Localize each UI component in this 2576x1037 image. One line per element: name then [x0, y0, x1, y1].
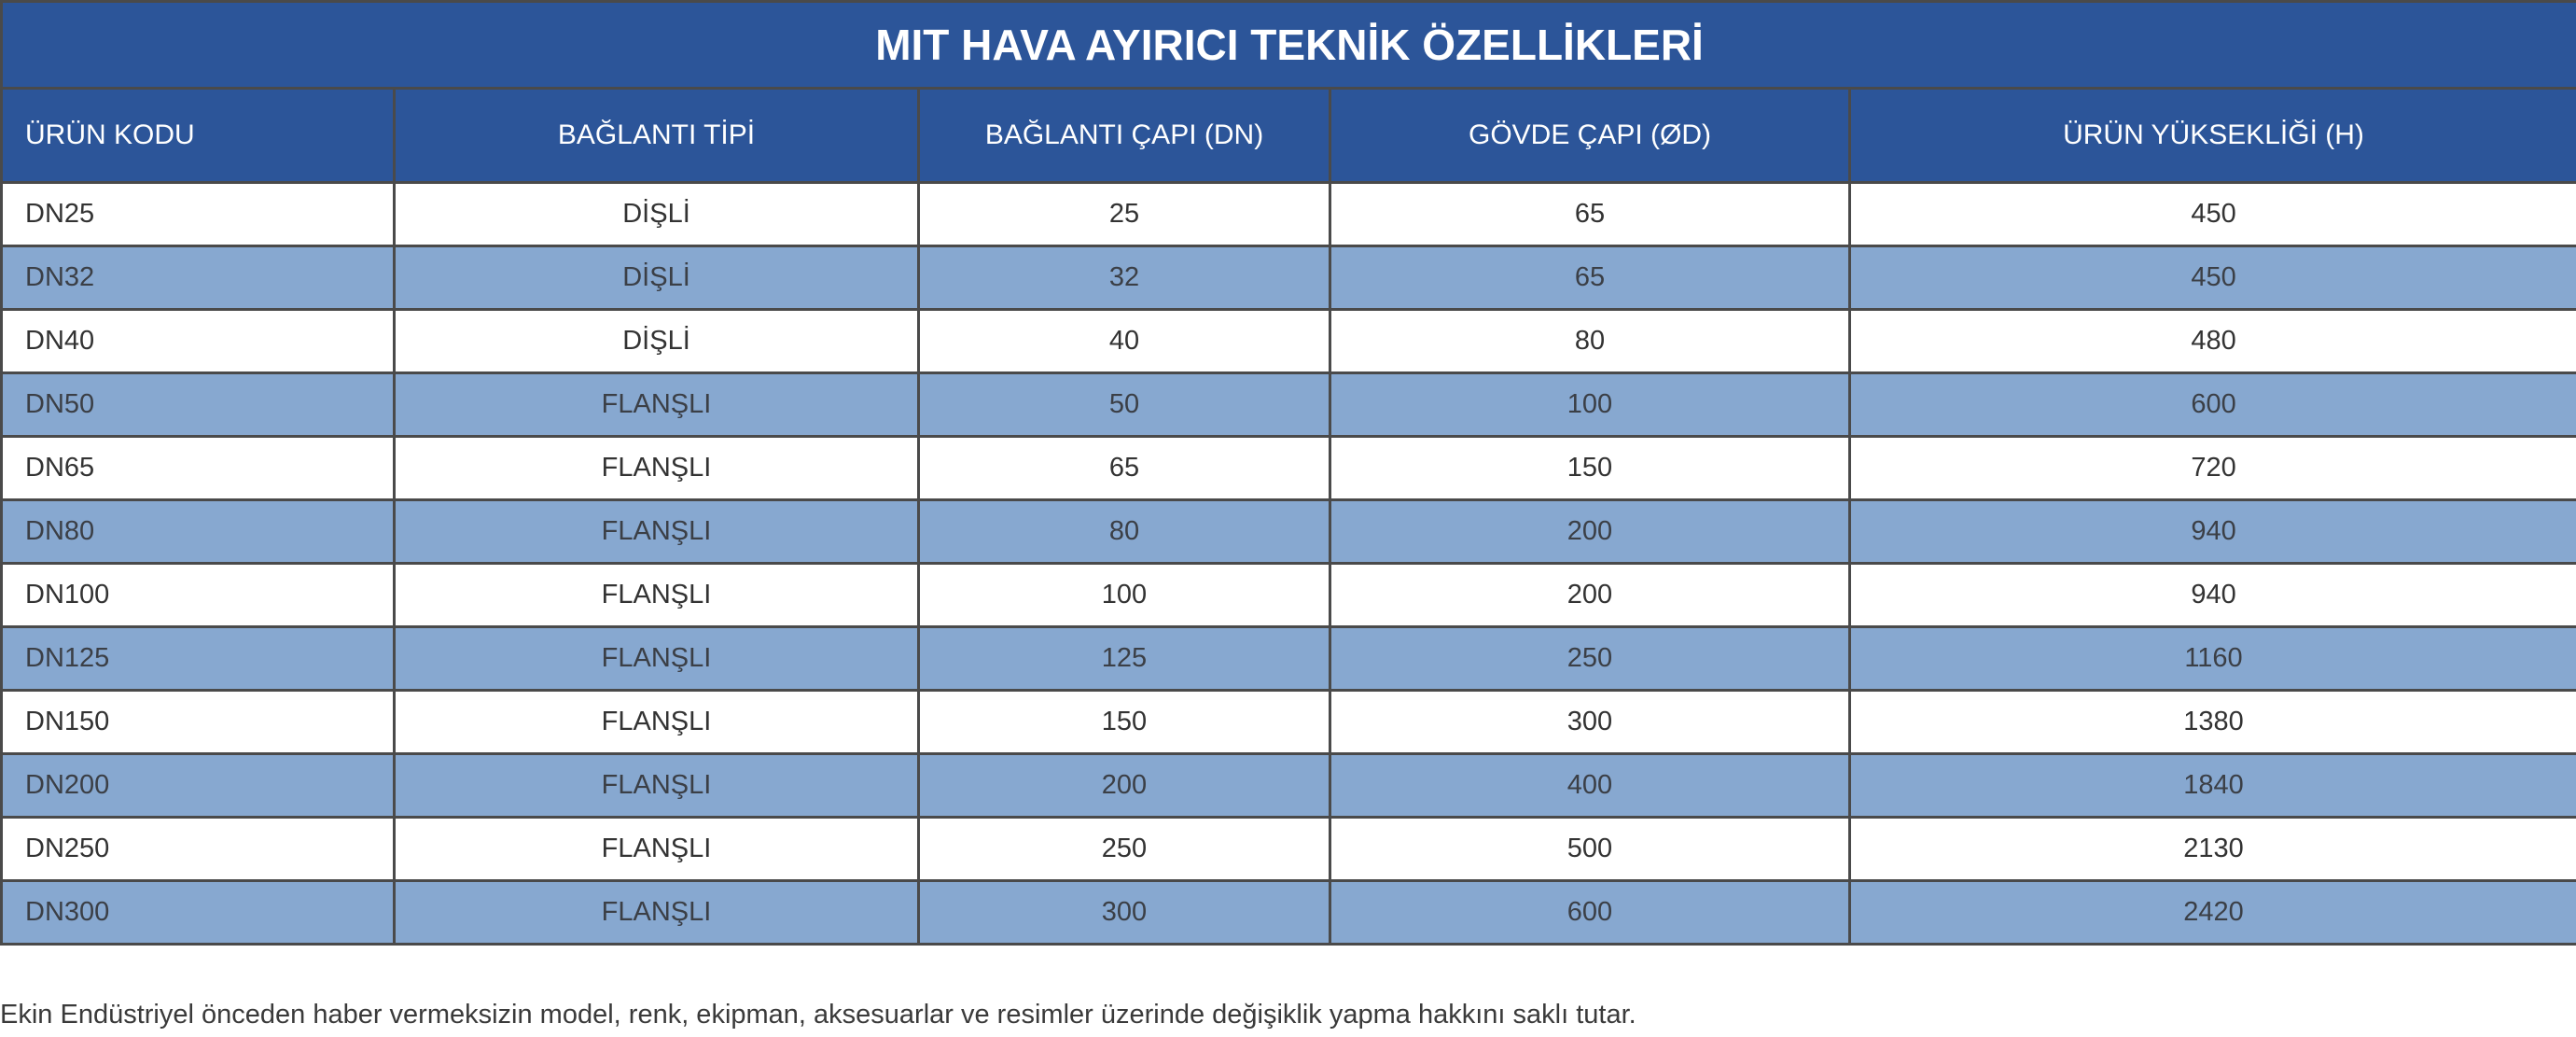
height-cell: 450 [1850, 183, 2576, 246]
product-code-cell: DN125 [2, 627, 395, 691]
connection-type-cell: FLANŞLI [395, 818, 919, 881]
connection-type-cell: FLANŞLI [395, 691, 919, 754]
table-row [2, 881, 2576, 945]
connection-diameter-cell: 250 [919, 818, 1330, 881]
height-cell: 1840 [1850, 754, 2576, 818]
connection-diameter-cell: 65 [919, 437, 1330, 500]
body-diameter-cell: 500 [1330, 818, 1850, 881]
connection-type-cell: FLANŞLI [395, 881, 919, 945]
connection-type-cell: FLANŞLI [395, 564, 919, 627]
title-row [2, 2, 2576, 89]
body-diameter-cell: 150 [1330, 437, 1850, 500]
height-cell: 450 [1850, 246, 2576, 310]
height-cell: 2420 [1850, 881, 2576, 945]
column-header-connection-type: BAĞLANTI TİPİ [395, 89, 919, 183]
product-code-cell: DN32 [2, 246, 395, 310]
table-row [2, 564, 2576, 627]
connection-type-cell: DİŞLİ [395, 310, 919, 373]
connection-diameter-cell: 200 [919, 754, 1330, 818]
table-body [2, 183, 2576, 945]
header-row [2, 89, 2576, 183]
connection-type-cell: DİŞLİ [395, 183, 919, 246]
height-cell: 940 [1850, 564, 2576, 627]
product-code-cell: DN150 [2, 691, 395, 754]
table-row [2, 818, 2576, 881]
height-cell: 600 [1850, 373, 2576, 437]
table-row [2, 627, 2576, 691]
table-row [2, 183, 2576, 246]
body-diameter-cell: 200 [1330, 500, 1850, 564]
column-header-body-diameter: GÖVDE ÇAPI (ØD) [1330, 89, 1850, 183]
product-code-cell: DN25 [2, 183, 395, 246]
table-row [2, 754, 2576, 818]
height-cell: 480 [1850, 310, 2576, 373]
height-cell: 720 [1850, 437, 2576, 500]
connection-diameter-cell: 40 [919, 310, 1330, 373]
connection-type-cell: FLANŞLI [395, 500, 919, 564]
connection-diameter-cell: 100 [919, 564, 1330, 627]
table-row [2, 246, 2576, 310]
connection-type-cell: FLANŞLI [395, 627, 919, 691]
product-code-cell: DN65 [2, 437, 395, 500]
body-diameter-cell: 65 [1330, 246, 1850, 310]
connection-type-cell: FLANŞLI [395, 437, 919, 500]
table-title: MIT HAVA AYIRICI TEKNİK ÖZELLİKLERİ [2, 2, 2576, 89]
column-header-product-height: ÜRÜN YÜKSEKLİĞİ (H) [1850, 89, 2576, 183]
body-diameter-cell: 200 [1330, 564, 1850, 627]
product-code-cell: DN80 [2, 500, 395, 564]
connection-type-cell: FLANŞLI [395, 754, 919, 818]
table-row [2, 691, 2576, 754]
connection-diameter-cell: 50 [919, 373, 1330, 437]
height-cell: 2130 [1850, 818, 2576, 881]
connection-diameter-cell: 25 [919, 183, 1330, 246]
product-code-cell: DN200 [2, 754, 395, 818]
height-cell: 1160 [1850, 627, 2576, 691]
height-cell: 940 [1850, 500, 2576, 564]
product-code-cell: DN40 [2, 310, 395, 373]
connection-type-cell: FLANŞLI [395, 373, 919, 437]
product-code-cell: DN250 [2, 818, 395, 881]
product-code-cell: DN100 [2, 564, 395, 627]
height-cell: 1380 [1850, 691, 2576, 754]
connection-diameter-cell: 300 [919, 881, 1330, 945]
body-diameter-cell: 100 [1330, 373, 1850, 437]
footnote: Ekin Endüstriyel önceden haber vermeksizin model, renk, ekipman, aksesuarlar ve resimler üzerinde değişiklik yapma hakkını saklı tutar. [0, 1000, 1636, 1030]
body-diameter-cell: 400 [1330, 754, 1850, 818]
connection-diameter-cell: 125 [919, 627, 1330, 691]
product-code-cell: DN300 [2, 881, 395, 945]
table-row [2, 437, 2576, 500]
body-diameter-cell: 250 [1330, 627, 1850, 691]
body-diameter-cell: 300 [1330, 691, 1850, 754]
column-header-connection-diameter: BAĞLANTI ÇAPI (DN) [919, 89, 1330, 183]
body-diameter-cell: 600 [1330, 881, 1850, 945]
connection-diameter-cell: 150 [919, 691, 1330, 754]
table-row [2, 500, 2576, 564]
connection-type-cell: DİŞLİ [395, 246, 919, 310]
body-diameter-cell: 65 [1330, 183, 1850, 246]
body-diameter-cell: 80 [1330, 310, 1850, 373]
product-code-cell: DN50 [2, 373, 395, 437]
column-header-product-code: ÜRÜN KODU [2, 89, 395, 183]
connection-diameter-cell: 80 [919, 500, 1330, 564]
table-row [2, 310, 2576, 373]
table-row [2, 373, 2576, 437]
connection-diameter-cell: 32 [919, 246, 1330, 310]
